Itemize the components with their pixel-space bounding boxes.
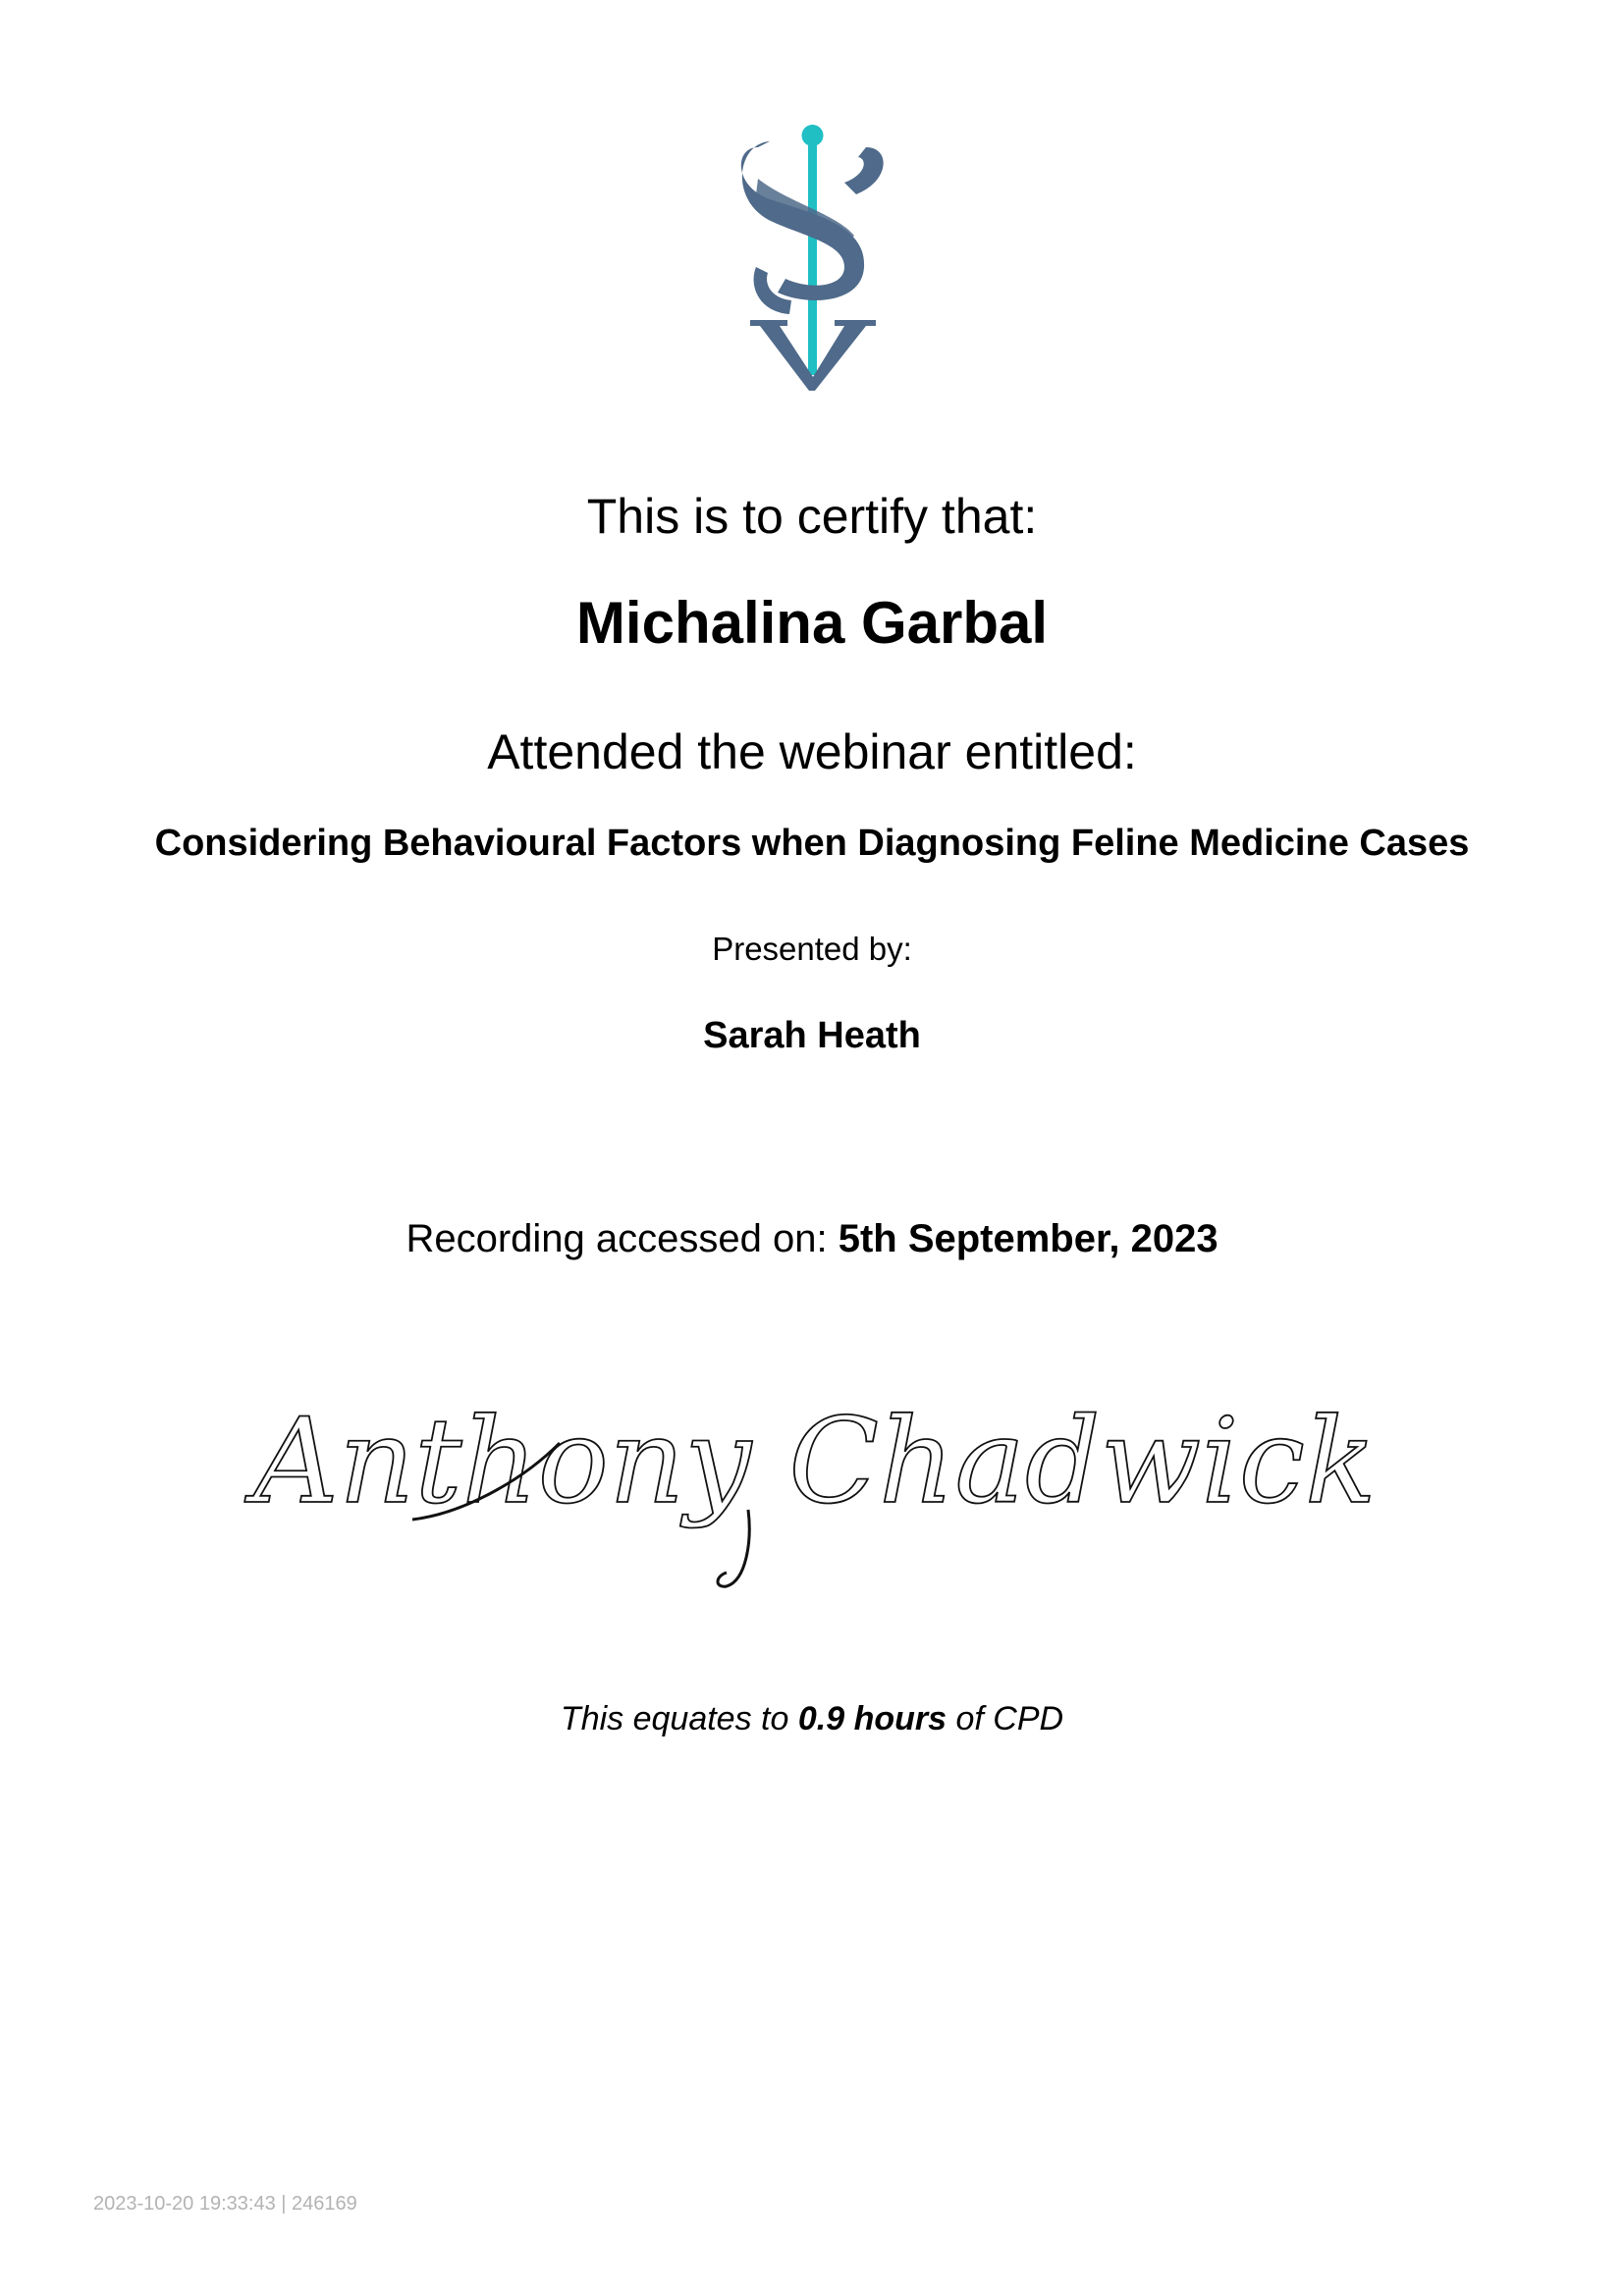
- recording-label: Recording accessed on:: [406, 1217, 828, 1260]
- footer-timestamp: 2023-10-20 19:33:43 | 246169: [93, 2193, 357, 2215]
- recipient-name: Michalina Garbal: [575, 590, 1049, 656]
- presenter-name: Sarah Heath: [703, 1015, 921, 1056]
- certify-intro: This is to certify that:: [586, 489, 1038, 544]
- caduceus-logo-icon: [729, 120, 895, 391]
- presented-by-label: Presented by:: [712, 931, 912, 967]
- webinar-title: Considering Behavioural Factors when Diagnosing Feline Medicine Cases: [154, 823, 1470, 864]
- cpd-suffix: of CPD: [955, 1700, 1064, 1737]
- cpd-statement: [0, 1700, 1624, 1738]
- cpd-prefix: This equates to: [560, 1700, 789, 1737]
- signature: [253, 1384, 1377, 1600]
- cpd-hours: 0.9 hours: [797, 1700, 947, 1737]
- attended-intro: Attended the webinar entitled:: [487, 724, 1137, 779]
- recording-date: 5th September, 2023: [838, 1217, 1218, 1260]
- recording-line: [0, 1217, 1624, 1261]
- signature-text: Anthony Chadwick: [253, 1394, 1377, 1530]
